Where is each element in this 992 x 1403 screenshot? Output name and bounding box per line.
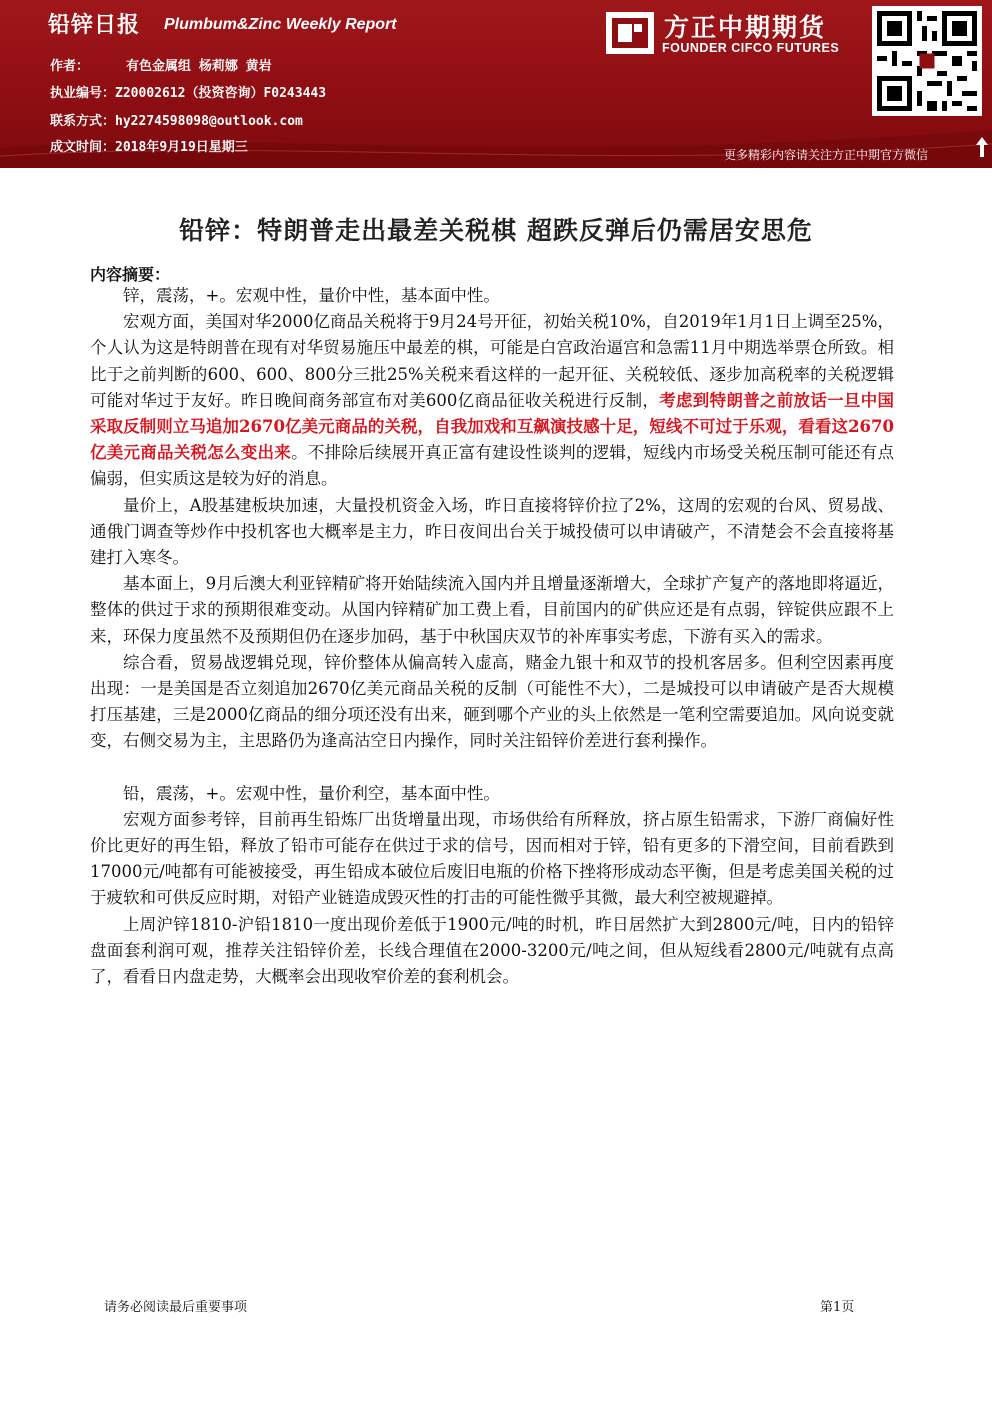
meta-contact-value: hy2274598098@outlook.com	[115, 114, 303, 129]
qr-code-icon	[872, 6, 982, 116]
macro-text: 宏观方面，美国对华2000亿商品关税将于9月24号开征，初始关税10%，自2019年1月1日上调至25%，个人认为这是特朗普在现有对华贸易施压中最差的棋，可能是白宫政治逼宫和急需11月中期选举票仓所致。相比于之前判断的600、600、800分三批25%关税来看这样的一起开征、关税较低、逐步加高税率的关税逻辑可能对华过于友好。昨日晚间商务部宣布对美600亿商品征收关税进行反制，	[90, 312, 894, 410]
company-name-cn: 方正中期期货	[664, 13, 827, 42]
meta-license	[50, 82, 326, 101]
document-title: 铅锌：特朗普走出最差关税棋 超跌反弹后仍需居安思危	[179, 216, 813, 245]
follow-wechat-text: 更多精彩内容请关注方正中期官方微信	[724, 148, 929, 162]
report-body	[90, 283, 894, 990]
paragraph-macro	[90, 309, 894, 492]
meta-license-value: Z20002612（投资咨询）F0243443	[115, 86, 327, 101]
arrow-up-icon	[975, 136, 989, 158]
paragraph-lead-macro: 宏观方面参考锌，目前再生铅炼厂出货增量出现，市场供给有所释放，挤占原生铅需求，下游厂商偏好性价比更好的再生铅，释放了铅市可能存在供过于求的信号，因而相对于锌，铅有更多的下滑空间，目前看跌到17000元/吨都有可能被接受，再生铅成本破位后废旧电瓶的价格下挫将形成动态平衡，但是考虑美国关税的过于疲软和可供反应时期，对铅产业链造成毁灭性的打击的可能性微乎其微，最大利空被规避掉。	[90, 809, 894, 908]
company-logo-icon	[606, 12, 654, 54]
meta-author-label: 作者：	[50, 59, 90, 74]
footer-page-number: 第1页	[820, 1300, 855, 1315]
paragraph-fundamentals: 基本面上，9月后澳大利亚锌精矿将开始陆续流入国内并且增量逐渐增大，全球扩产复产的落地即将逼近，整体的供过于求的预期很难变动。从国内锌精矿加工费上看，目前国内的矿供应还是有点弱，锌锭供应跟不上来，环保力度虽然不及预期但仍在逐步加码，基于中秋国庆双节的补库事实考虑，下游有买入的需求。	[90, 574, 894, 646]
macro-text-end: 。不排除后续展开真正富有建设性谈判的逻辑，短线内市场受关税压制可能还有点偏弱，但实质这是较为好的消息。	[90, 443, 895, 489]
macro-highlight: 考虑到特朗普之前放话一旦中国采取反制则立马追加2670亿美元商品的关税，自我加戏和互飙演技感十足，短线不可过于乐观，看看这2670亿美元商品关税怎么变出来	[90, 390, 895, 463]
report-title-cn: 铅锌日报	[48, 13, 141, 38]
paragraph-volume-price: 量价上，A股基建板块加速，大量投机资金入场，昨日直接将锌价拉了2%，这周的宏观的台风、贸易战、通俄门调查等炒作中投机客也大概率是主力，昨日夜间出台关于城投债可以申请破产，不清楚会不会直接将基建打入寒冬。	[90, 495, 894, 568]
meta-contact	[50, 110, 303, 129]
meta-contact-label: 联系方式：	[50, 114, 116, 129]
meta-license-label: 执业编号：	[50, 86, 116, 101]
meta-date-value: 2018年9月19日星期三	[115, 140, 248, 155]
footer-notice: 请务必阅读最后重要事项	[104, 1300, 248, 1315]
meta-author-value: 有色金属组 杨莉娜 黄岩	[126, 59, 272, 74]
meta-date	[50, 136, 248, 155]
meta-date-label: 成文时间：	[50, 140, 116, 155]
company-name-en: FOUNDER CIFCO FUTURES	[662, 41, 840, 55]
paragraph-zinc-summary: 锌，震荡，+。宏观中性，量价中性，基本面中性。	[123, 286, 500, 305]
report-title-en: Plumbum&Zinc Weekly Report	[164, 16, 397, 33]
paragraph-lead-summary: 铅，震荡，+。宏观中性，量价利空，基本面中性。	[123, 783, 500, 803]
paragraph-overall: 综合看，贸易战逻辑兑现，锌价整体从偏高转入虚高，赌金九银十和双节的投机客居多。但利空因素再度出现：一是美国是否立刻追加2670亿美元商品关税的反制（可能性不大），二是城投可以申请破产是否大规模打压基建，三是2000亿商品的细分项还没有出来，砸到哪个产业的头上依然是一笔利空需要追加。风向说变就变，右侧交易为主，主思路仍为逢高沽空日内操作，同时关注铅锌价差进行套利操作。	[90, 652, 894, 751]
abstract-label: 内容摘要：	[90, 265, 171, 284]
paragraph-spread: 上周沪锌1810-沪铅1810一度出现价差低于1900元/吨的时机，昨日居然扩大到2800元/吨，日内的铅锌盘面套利润可观，推荐关注铅锌价差，长线合理值在2000-3200元/吨之间，但从短线看2800元/吨就有点高了，看看日内盘走势，大概率会出现收窄价差的套利机会。	[90, 914, 894, 987]
meta-author	[50, 55, 272, 74]
